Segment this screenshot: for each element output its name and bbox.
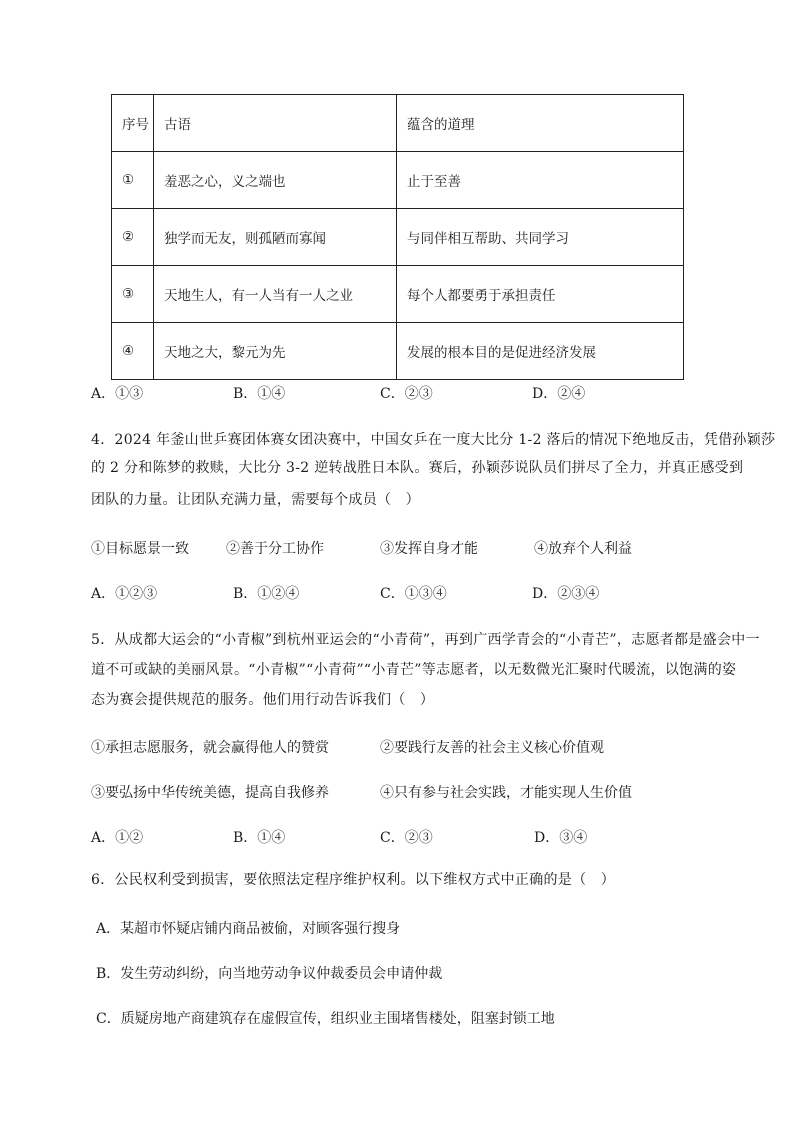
q4-stem-line: 的 2 分和陈梦的救赎，大比分 3-2 逆转战胜日本队。赛后，孙颖莎说队员们拼尽了全力，并真正感受到 [91, 460, 744, 476]
choice-d[interactable]: D．②④ [532, 386, 586, 402]
header-cell: 古语 [154, 95, 397, 152]
choice-a[interactable]: A．某超市怀疑店铺内商品被偷，对顾客强行搜身 [96, 921, 401, 937]
table-cell: ① [112, 152, 154, 209]
table-cell: 与同伴相互帮助、共同学习 [397, 209, 684, 266]
table-header-row [112, 95, 684, 152]
statement: ②善于分工协作 [226, 541, 324, 557]
choice-a[interactable]: A．①③ [91, 386, 144, 402]
statement: ③要弘扬中华传统美德，提高自我修养 [91, 785, 329, 801]
table-cell: 天地生人，有一人当有一人之业 [154, 266, 397, 323]
table-row [112, 323, 684, 380]
choice-c[interactable]: C．②③ [380, 830, 433, 846]
quote-table [111, 94, 684, 380]
choice-a[interactable]: A．①②③ [91, 586, 158, 602]
table-row [112, 266, 684, 323]
table-cell: ③ [112, 266, 154, 323]
table-cell: 羞恶之心，义之端也 [154, 152, 397, 209]
q5-stem-line: 道不可或缺的美丽风景。“小青椒”“小青荷”“小青芒”等志愿者，以无数微光汇聚时代暖流，以饱满的姿 [91, 662, 737, 678]
table-cell: 每个人都要勇于承担责任 [397, 266, 684, 323]
q5-stem-line: 态为赛会提供规范的服务。他们用行动告诉我们（ ） [91, 692, 435, 708]
statement: ④只有参与社会实践，才能实现人生价值 [380, 785, 632, 801]
statement: ①承担志愿服务，就会赢得他人的赞赏 [91, 740, 329, 756]
choice-b[interactable]: B．发生劳动纠纷，向当地劳动争议仲裁委员会申请仲裁 [96, 966, 443, 982]
header-cell: 序号 [112, 95, 154, 152]
choice-d[interactable]: D．②③④ [532, 586, 600, 602]
q6-stem: 6．公民权利受到损害，要依照法定程序维护权利。以下维权方式中正确的是（ ） [91, 872, 616, 888]
table-row [112, 152, 684, 209]
table-cell: 止于至善 [397, 152, 684, 209]
choice-a[interactable]: A．①② [91, 830, 144, 846]
statement: ①目标愿景一致 [91, 541, 189, 557]
choice-c[interactable]: C．①③④ [380, 586, 447, 602]
statement: ②要践行友善的社会主义核心价值观 [380, 740, 604, 756]
q5-stem-line: 5．从成都大运会的“小青椒”到杭州亚运会的“小青荷”，再到广西学青会的“小青芒”，志愿者都是盛会中一 [91, 632, 760, 648]
choice-b[interactable]: B．①④ [233, 830, 286, 846]
choice-d[interactable]: D．③④ [534, 830, 588, 846]
choice-b[interactable]: B．①④ [233, 386, 286, 402]
choice-c[interactable]: C．②③ [380, 386, 433, 402]
statement: ③发挥自身才能 [380, 541, 478, 557]
choice-b[interactable]: B．①②④ [233, 586, 300, 602]
statement: ④放弃个人利益 [534, 541, 632, 557]
table-cell: ② [112, 209, 154, 266]
table-cell: 发展的根本目的是促进经济发展 [397, 323, 684, 380]
header-cell: 蕴含的道理 [397, 95, 684, 152]
q4-stem-line: 4．2024 年釜山世乒赛团体赛女团决赛中，中国女乒在一度大比分 1-2 落后的情况下绝地反击，凭借孙颖莎 [91, 432, 776, 448]
table-cell: 独学而无友，则孤陋而寡闻 [154, 209, 397, 266]
choice-c[interactable]: C．质疑房地产商建筑存在虚假宣传，组织业主围堵售楼处，阻塞封锁工地 [96, 1011, 555, 1027]
q4-stem-line: 团队的力量。让团队充满力量，需要每个成员（ ） [91, 492, 420, 508]
table-cell: ④ [112, 323, 154, 380]
table-cell: 天地之大，黎元为先 [154, 323, 397, 380]
table-row [112, 209, 684, 266]
